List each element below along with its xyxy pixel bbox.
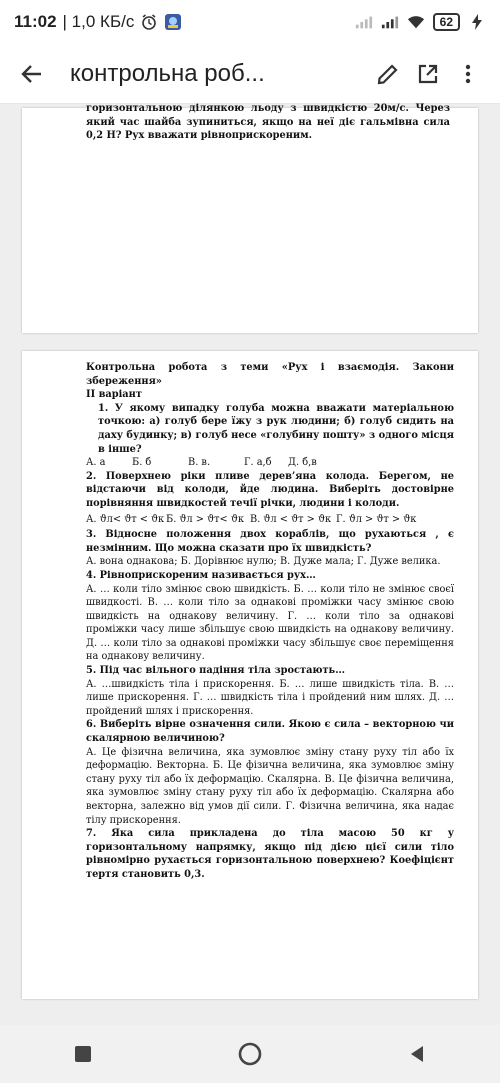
home-button[interactable] xyxy=(230,1034,270,1074)
arrow-left-icon xyxy=(19,61,45,87)
edit-button[interactable] xyxy=(368,54,408,94)
system-navigation-bar xyxy=(0,1025,500,1083)
question-3-options: А. вона однакова; Б. Дорівнює нулю; В. Дуже мала; Г. Дуже велика. xyxy=(86,556,441,568)
question-3: 3. Відносне положення двох кораблів, що рухаються , є незмінним. Що можна сказати про їх швидкість? xyxy=(86,529,454,554)
status-bar xyxy=(0,0,500,44)
app-bar xyxy=(0,44,500,104)
charging-icon xyxy=(468,13,486,31)
question-5-options: А. …швидкість тіла і прискорення. Б. … лише швидкість тіла. В. … лише прискорення. Г. … швидкість тіла і пройдений ним шлях. Д. … пройдений шлях і прискорення. xyxy=(86,678,454,717)
question-2: 2. Поверхнею ріки пливе дерев’яна колода. Берегом, не відстаючи від колоди, йде людина. Виберіть достовірне порівняння швидкостей течії річки, людини і колоди. xyxy=(86,470,454,509)
more-vertical-icon xyxy=(456,62,480,86)
q1-option-a: А. а xyxy=(86,457,106,469)
question-6: 6. Виберіть вірне означення сили. Якою є сила – векторною чи скалярною величиною? xyxy=(86,719,454,745)
q1-option-b: Б. б xyxy=(132,457,152,469)
q2-option-d: Г. ϑл > ϑт > ϑк xyxy=(336,513,417,525)
test-heading: Контрольна робота з теми «Рух і взаємодія. Закони збереження» xyxy=(86,362,454,387)
wifi-icon xyxy=(407,13,425,31)
circle-icon xyxy=(237,1041,263,1067)
question-2-options xyxy=(86,513,454,527)
question-4-options: А. … коли тіло змінює свою швидкість. Б. … коли тіло не змінює своєї швидкості. В. … коли тіло за однакові проміжки часу змінює свою швидкість на однакову величину. Г. … коли тіло за однакові проміжки часу лише збільшує свою швидкість на однакову величину. Д. … коли тіло за однакові проміжки часу збільшує своє переміщення на однакову величину. xyxy=(86,583,454,663)
square-icon xyxy=(73,1044,93,1064)
app-notification-icon xyxy=(164,13,182,31)
back-nav-button[interactable] xyxy=(397,1034,437,1074)
q1-option-c: В. в. xyxy=(188,457,211,469)
status-time: 11:02 xyxy=(14,12,57,31)
question-1: 1. У якому випадку голуба можна вважати матеріальною точкою: а) голуб бере їжу з рук людини; б) голуб сидить на даху будинку; в) голуб несе «голубину пошту» з одного місця в інше? xyxy=(98,402,454,455)
recent-apps-button[interactable] xyxy=(63,1034,103,1074)
question-4: 4. Рівноприскореним називається рух… xyxy=(86,569,316,581)
alarm-clock-icon xyxy=(140,13,158,31)
back-button[interactable] xyxy=(12,54,52,94)
q2-option-b: Б. ϑл > ϑт< ϑк xyxy=(166,513,244,525)
triangle-back-icon xyxy=(406,1043,428,1065)
question-1-options xyxy=(86,456,454,470)
document-page-2 xyxy=(22,351,478,999)
question-6-options: А. Це фізична величина, яка зумовлює зміну стану руху тіл або їх деформацію. Векторна. Б. Це фізична величина, яка зумовлює зміну стану руху тіл або їх деформацію. Скалярна. В. Це фізична величина, яка зумовлює зміну стану руху тіл або їх деформацію. Скалярна або векторна, залежно від умов дії сили. Г. Фізична величина, яка надає тілу прискорення. xyxy=(86,746,454,826)
signal-strength-icon xyxy=(355,13,373,31)
more-options-button[interactable] xyxy=(448,54,488,94)
test-variant: II варіант xyxy=(86,389,142,401)
document-page-1 xyxy=(22,103,478,333)
q1-option-d: Г. а,б xyxy=(244,457,272,469)
question-5: 5. Під час вільного падіння тіла зростають… xyxy=(86,665,345,677)
page1-text: горизонтальною ділянкою льоду з швидкістю 20м/с. Через який час шайба зупиниться, якщо на неї діє гальмівна сила 0,2 Н? Рух вважати рівноприскореним. xyxy=(86,103,450,142)
signal-strength-secondary-icon xyxy=(381,13,399,31)
q2-option-c: В. ϑл < ϑт > ϑк xyxy=(250,513,332,525)
document-title: контрольна роб... xyxy=(70,59,265,87)
q1-option-e: Д. б,в xyxy=(288,457,317,469)
q2-option-a: А. ϑл< ϑт < ϑк xyxy=(86,513,165,525)
pencil-icon xyxy=(376,62,400,86)
status-network-speed: | 1,0 КБ/с xyxy=(62,12,135,31)
question-7: 7. Яка сила прикладена до тіла масою 50 кг у горизонтальному напрямку, якщо під дією цієї сили тіло рівномірно рухається горизонтальною поверхнею? Коефіцієнт тертя становить 0,3. xyxy=(86,828,454,880)
battery-level: 62 xyxy=(433,13,460,31)
open-external-button[interactable] xyxy=(408,54,448,94)
open-external-icon xyxy=(416,62,440,86)
